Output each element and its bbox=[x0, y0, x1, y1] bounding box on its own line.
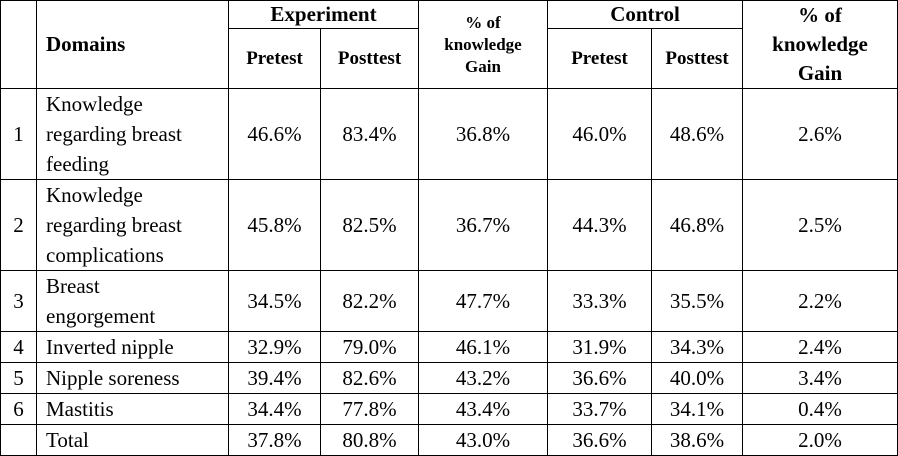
row-domain-line: engorgement bbox=[46, 304, 156, 328]
row-exp-gain: 36.8% bbox=[419, 89, 548, 180]
header-ctl-gain-line: knowledge bbox=[772, 32, 868, 56]
row-domain bbox=[37, 271, 229, 332]
row-domain-line: Nipple soreness bbox=[46, 366, 180, 390]
row-domain bbox=[37, 180, 229, 271]
row-exp-gain: 43.2% bbox=[419, 363, 548, 394]
row-exp-posttest: 77.8% bbox=[321, 394, 419, 425]
row-ctl-gain: 2.5% bbox=[743, 180, 898, 271]
row-ctl-posttest: 48.6% bbox=[652, 89, 743, 180]
total-index-cell bbox=[1, 425, 37, 456]
header-exp-gain-line: % of bbox=[465, 12, 501, 32]
row-number: 4 bbox=[1, 332, 37, 363]
header-exp-gain bbox=[419, 1, 548, 89]
table-row bbox=[1, 363, 898, 394]
table-row bbox=[1, 394, 898, 425]
header-row-1 bbox=[1, 1, 898, 29]
header-index-cell bbox=[1, 1, 37, 89]
row-number: 6 bbox=[1, 394, 37, 425]
total-row bbox=[1, 425, 898, 456]
row-ctl-posttest: 35.5% bbox=[652, 271, 743, 332]
header-exp-gain-line: knowledge bbox=[444, 34, 522, 54]
row-ctl-pretest: 31.9% bbox=[548, 332, 652, 363]
row-ctl-pretest: 46.0% bbox=[548, 89, 652, 180]
row-ctl-posttest: 40.0% bbox=[652, 363, 743, 394]
row-number: 5 bbox=[1, 363, 37, 394]
row-domain bbox=[37, 332, 229, 363]
row-exp-posttest: 82.5% bbox=[321, 180, 419, 271]
row-domain-line: regarding breast bbox=[46, 122, 182, 146]
row-ctl-posttest: 34.1% bbox=[652, 394, 743, 425]
header-exp-gain-line: Gain bbox=[465, 56, 501, 76]
row-exp-posttest: 82.6% bbox=[321, 363, 419, 394]
row-exp-gain: 43.4% bbox=[419, 394, 548, 425]
row-domain-line: complications bbox=[46, 243, 164, 267]
row-domain-line: Knowledge bbox=[46, 92, 143, 116]
row-domain-line: regarding breast bbox=[46, 213, 182, 237]
header-ctl-posttest: Posttest bbox=[652, 29, 743, 89]
total-label: Total bbox=[37, 425, 229, 456]
row-exp-pretest: 32.9% bbox=[229, 332, 321, 363]
row-number: 2 bbox=[1, 180, 37, 271]
row-exp-pretest: 39.4% bbox=[229, 363, 321, 394]
row-domain bbox=[37, 394, 229, 425]
table-row bbox=[1, 332, 898, 363]
row-domain bbox=[37, 89, 229, 180]
row-ctl-gain: 2.2% bbox=[743, 271, 898, 332]
header-control: Control bbox=[548, 1, 743, 29]
header-ctl-gain-line: % of bbox=[798, 3, 842, 27]
row-ctl-gain: 3.4% bbox=[743, 363, 898, 394]
row-ctl-pretest: 36.6% bbox=[548, 363, 652, 394]
row-domain-line: Mastitis bbox=[46, 397, 114, 421]
row-domain bbox=[37, 363, 229, 394]
row-exp-gain: 36.7% bbox=[419, 180, 548, 271]
row-exp-gain: 47.7% bbox=[419, 271, 548, 332]
header-ctl-gain bbox=[743, 1, 898, 89]
table-row bbox=[1, 271, 898, 332]
row-domain-line: Knowledge bbox=[46, 183, 143, 207]
header-experiment: Experiment bbox=[229, 1, 419, 29]
row-ctl-posttest: 46.8% bbox=[652, 180, 743, 271]
table-row bbox=[1, 89, 898, 180]
row-exp-pretest: 46.6% bbox=[229, 89, 321, 180]
row-ctl-gain: 2.4% bbox=[743, 332, 898, 363]
row-ctl-pretest: 33.7% bbox=[548, 394, 652, 425]
row-exp-posttest: 79.0% bbox=[321, 332, 419, 363]
total-exp-gain: 43.0% bbox=[419, 425, 548, 456]
header-exp-posttest: Posttest bbox=[321, 29, 419, 89]
header-domains: Domains bbox=[37, 1, 229, 89]
table-row bbox=[1, 180, 898, 271]
row-domain-line: Inverted nipple bbox=[46, 335, 174, 359]
row-ctl-pretest: 33.3% bbox=[548, 271, 652, 332]
row-domain-line: feeding bbox=[46, 152, 109, 176]
total-ctl-posttest: 38.6% bbox=[652, 425, 743, 456]
row-exp-posttest: 82.2% bbox=[321, 271, 419, 332]
row-ctl-gain: 2.6% bbox=[743, 89, 898, 180]
row-exp-posttest: 83.4% bbox=[321, 89, 419, 180]
row-exp-pretest: 34.4% bbox=[229, 394, 321, 425]
row-number: 1 bbox=[1, 89, 37, 180]
row-number: 3 bbox=[1, 271, 37, 332]
row-domain-line: Breast bbox=[46, 274, 100, 298]
header-ctl-gain-line: Gain bbox=[797, 61, 843, 85]
total-exp-posttest: 80.8% bbox=[321, 425, 419, 456]
row-ctl-pretest: 44.3% bbox=[548, 180, 652, 271]
total-ctl-gain: 2.0% bbox=[743, 425, 898, 456]
row-exp-pretest: 45.8% bbox=[229, 180, 321, 271]
row-exp-pretest: 34.5% bbox=[229, 271, 321, 332]
row-ctl-posttest: 34.3% bbox=[652, 332, 743, 363]
total-ctl-pretest: 36.6% bbox=[548, 425, 652, 456]
header-ctl-pretest: Pretest bbox=[548, 29, 652, 89]
total-exp-pretest: 37.8% bbox=[229, 425, 321, 456]
header-exp-pretest: Pretest bbox=[229, 29, 321, 89]
row-exp-gain: 46.1% bbox=[419, 332, 548, 363]
row-ctl-gain: 0.4% bbox=[743, 394, 898, 425]
